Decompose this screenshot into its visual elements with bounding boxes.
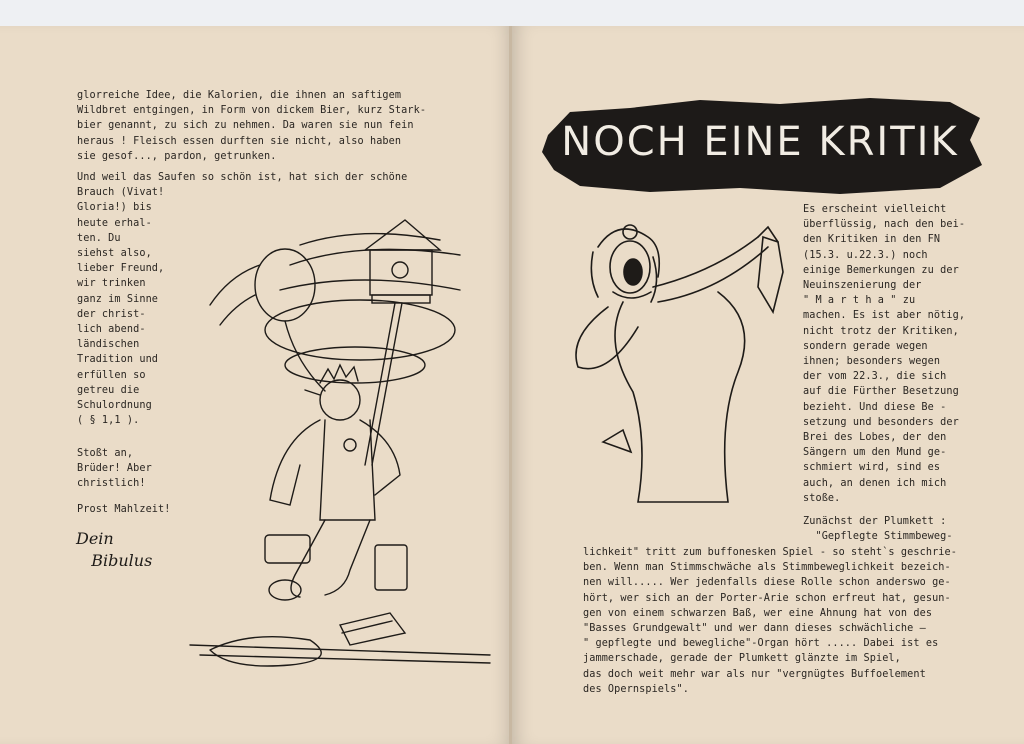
book-gutter — [509, 26, 512, 744]
right-paragraph-2: Zunächst der Plumkett : "Gepflegte Stimmbeweg- — [803, 516, 953, 543]
left-paragraph-3: Stoßt an, Brüder! Aber christlich! — [77, 448, 152, 490]
right-paragraph-1: Es erscheint vielleicht überflüssig, nach den bei- den Kritiken in den FN (15.3. u.22.3.) noch einige Bemerkungen zu der Neuinszenierung der " M a r t h a " zu machen. Es ist aber nötig, nicht trotz der Kritiken, sondern gerade wegen ihnen; besonders wegen der vom 22.3., die sich auf die Fürther Besetzung bezieht. Und diese Be - setzung und besonders der Brei des Lobes, der den Sängern um den Mund ge- schmiert wird, sind es auch, an denen ich mich stoße. — [803, 204, 966, 504]
scan-border — [0, 0, 1024, 26]
right-paragraph-3: lichkeit" tritt zum buffonesken Spiel - so steht`s geschrie- ben. Wenn man Stimmschwäche als Stimmbeweglichkeit bezeich- nen will..... Wer jedenfalls diese Rolle schon anderswo ge- hört, wer sich an der Porter-Arie schon erfreut hat, gesun- gen von einem schwarzen Baß, wer eine Ahnung hat von des "Basses Grundgewalt" und wer dann dieses schwächliche – " gepflegte und bewegliche"-Organ hört ..... Dabei ist es jammerschade, gerade der Plumkett glänzte im Spiel, das doch weit mehr war als nur "vergnügtes Buffoelement des Opernspiels". — [583, 547, 958, 695]
article-title: NOCH EINE KRITIK — [561, 119, 959, 165]
signature: Dein Bibulus — [76, 529, 153, 570]
left-paragraph-2: Und weil das Saufen so schön ist, hat sich der schöne Brauch (Vivat! Gloria!) bis heute erhal- ten. Du siehst also, lieber Freund, wir trinken ganz im Sinne der christ- lich abend- ländischen Tradition und erfüllen so getreu die Schulordnung ( § 1,1 ). — [77, 172, 408, 427]
drunk-man-lamppost-illustration — [180, 205, 500, 685]
left-paragraph-4: Prost Mahlzeit! — [77, 504, 171, 515]
singer-caricature-illustration — [568, 212, 798, 517]
left-paragraph-1: glorreiche Idee, die Kalorien, die ihnen an saftigem Wildbret entgingen, in Form von dickem Bier, kurz Stark- bier genannt, zu sich zu nehmen. Da waren sie nun fein heraus ! Fleisch essen durften sie nicht, also haben sie gesof..., pardon, getrunken. — [77, 90, 427, 162]
